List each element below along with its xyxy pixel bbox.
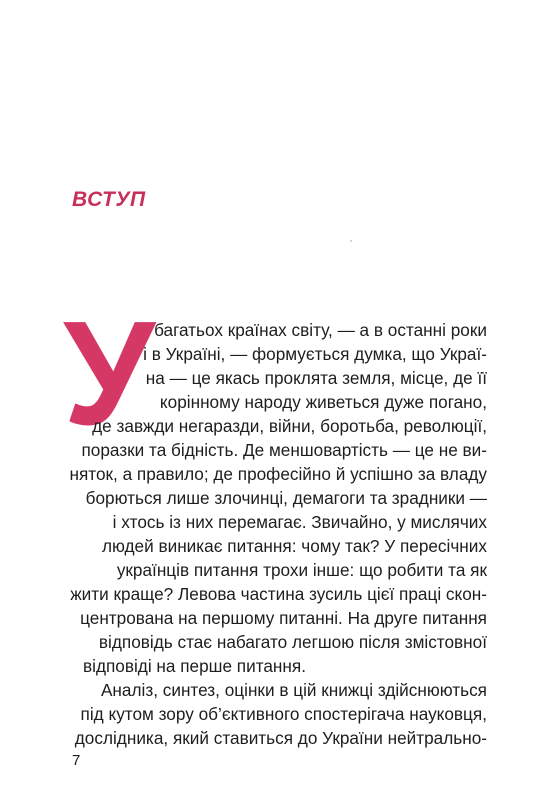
text-line: відповіді на перше питання. [83,656,307,676]
text-line: людей виникає питання: чому так? У пересічних [101,536,487,556]
text-line: багатьох країнах світу, — а в останні роки [154,320,487,340]
section-heading: ВСТУП [72,188,146,211]
text-line: поразки та бідність. Де меншовартість — це не ви- [81,440,487,460]
text-line: українців питання трохи інше: що робити та як [116,560,487,580]
text-line: і в Україні, — формується думка, що Украï- [143,344,487,364]
text-line: і хтось із них перемагає. Звичайно, у мислячих [112,512,487,532]
text-line: борються лише злочинці, демагоги та зрадники — [85,488,487,508]
drop-cap: У [63,291,156,456]
text-line: няток, а правило; де професійно й успішно за владу [69,464,487,484]
text-line: під кутом зору об’єктивного спостерігача науковця, [80,704,487,724]
text-line: корінному народу живеться дуже погано, [159,392,487,412]
page-number: 7 [72,752,81,769]
text-line: центрована на першому питанні. На друге питання [80,608,487,628]
text-line: відповідь стає набагато легшою після змістовної [98,632,487,652]
text-line: де завжди негаразди, війни, боротьба, революції, [92,416,487,436]
text-line: на — це якась проклята земля, місце, де її [145,368,487,388]
text-line: дослідника, який ставиться до України нейтрально- [74,728,487,748]
scan-speck [350,240,352,242]
text-line: жити краще? Левова частина зусиль цієї праці скон- [70,584,487,604]
text-line: Аналіз, синтез, оцінки в цій книжці здійснюються [100,680,487,700]
